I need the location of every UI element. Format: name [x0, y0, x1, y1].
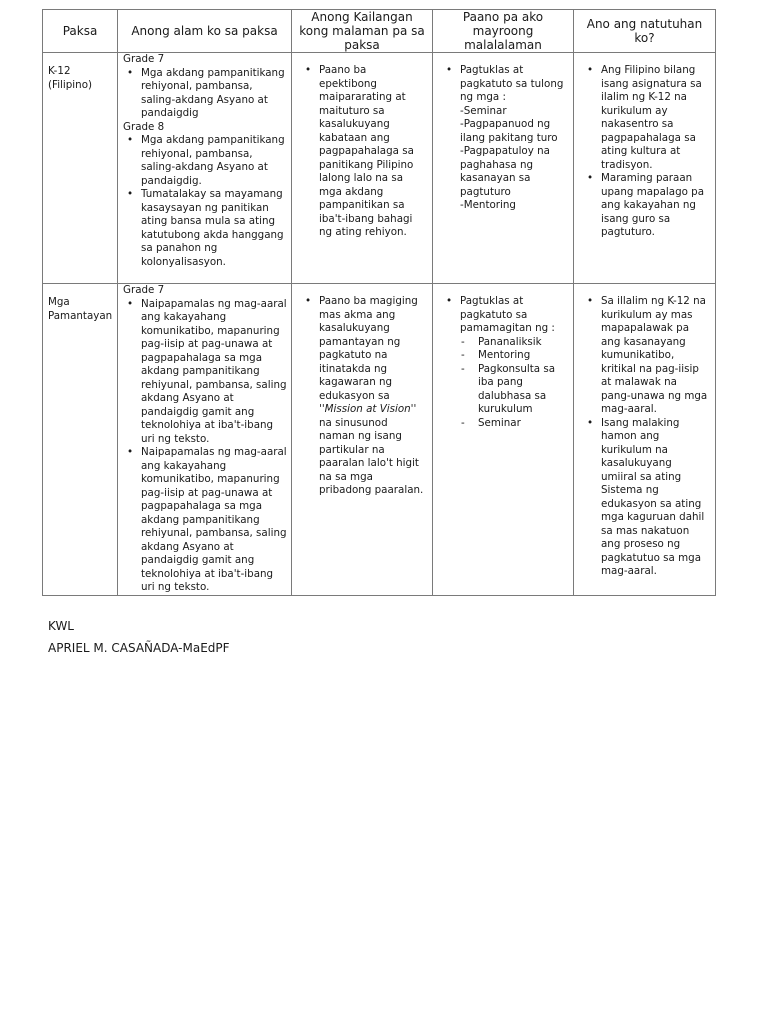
list-item: • Ang Filipino bilang isang asignatura sa ilalim ng K-12 na kurikulum ay nakasentro sa pagpapahalaga sa ating kultura at tradisyon.	[583, 64, 709, 172]
grade-label: Grade 7	[123, 53, 165, 65]
footer-label: KWL	[48, 619, 74, 633]
list-item: • Sa illalim ng K-12 na kurikulum ay mas mapapalawak pa ang kasanayang kumunikatibo, kritikal na pag-iisip at malawak na pang-unawa ng mga mag-aaral.	[583, 295, 709, 417]
header-alam: Anong alam ko sa paksa	[118, 10, 292, 53]
cell-paksa	[43, 53, 118, 284]
list-item: • Naipapamalas ng mag-aaral ang kakayahang komunikatibo, mapanuring pag-iisip at pag-unawa at pagpapahalaga sa mga akdang pampanitikang rehiyunal, pambansa, saling akdang Asyano at pandaigdig gamit ang teknolohiya at iba't-ibang uri ng teksto.	[123, 446, 287, 595]
list-item	[301, 295, 426, 498]
footer-author: APRIEL M. CASAÑADA-MaEdPF	[48, 641, 230, 655]
paano-line: -Pagpapatuloy na paghahasa ng kasanayan sa pagtuturo	[460, 145, 550, 198]
list-item: • Mga akdang pampanitikang rehiyonal, pambansa, saling-akdang Asyano at pandaigdig.	[123, 134, 287, 188]
kwl-table	[42, 9, 716, 596]
list-item: • Maraming paraan upang mapalago pa ang kakayahan ng isang guro sa pagtuturo.	[583, 172, 709, 240]
paano-line: -Mentoring	[460, 199, 516, 211]
header-paksa: Paksa	[43, 10, 118, 53]
cell-paano	[433, 53, 574, 284]
cell-natutuhan	[574, 284, 716, 596]
kailangan-text: Paano ba magiging mas akma ang kasalukuyang pamantayan ng pagkatuto na itinatakda ng kagawaran ng edukasyon sa	[319, 295, 418, 402]
list-item	[442, 64, 567, 213]
paksa-text: K-12 (Filipino)	[48, 65, 93, 91]
grade-label: Grade 8	[123, 120, 165, 133]
paksa-text: Mga Pamantayan	[48, 296, 113, 322]
dash-item: - Pagkonsulta sa iba pang dalubhasa sa kurukulum	[460, 363, 567, 417]
table-row	[43, 284, 716, 596]
paano-intro: • Pagtuklas at pagkatuto sa tulong ng mga :	[460, 64, 564, 103]
kailangan-text: na sinusunod naman ng isang partikular na paaralan lalo't higit na sa mga pribadong paaralan.	[319, 416, 424, 496]
list-item: • Isang malaking hamon ang kurikulum na kasalukuyang umiiral sa ating Sistema ng edukasyon sa ating mga kaguruan dahil sa mas nakatuon ang proseso ng pagkatutuo sa mga mag-aaral.	[583, 417, 709, 579]
list-item: • Tumatalakay sa mayamang kasaysayan ng panitikan ating bansa mula sa ating katutubong akda hanggang sa panahon ng kolonyalisasyon.	[123, 188, 287, 269]
cell-paksa	[43, 284, 118, 596]
header-natutuhan: Ano ang natutuhan ko?	[574, 10, 716, 53]
header-row	[43, 10, 716, 53]
cell-alam	[118, 53, 292, 284]
cell-kailangan	[292, 284, 433, 596]
cell-kailangan	[292, 53, 433, 284]
paano-intro: • Pagtuklas at pagkatuto sa pamamagitan ng :	[460, 295, 555, 334]
header-kailangan: Anong Kailangan kong malaman pa sa paksa	[292, 10, 433, 53]
dash-item: - Mentoring	[460, 349, 567, 363]
grade-label: Grade 7	[123, 284, 165, 296]
table-row	[43, 53, 716, 284]
cell-alam	[118, 284, 292, 596]
dash-item: - Seminar	[460, 417, 567, 431]
paano-line: -Seminar	[460, 104, 507, 117]
list-item: • Paano ba epektibong maipararating at maituturo sa kasalukuyang kabataan ang pagpapahalaga sa panitikang Pilipino lalong lalo na sa mga akdang pampanitikan sa iba't-ibang bahagi ng ating rehiyon.	[301, 64, 426, 240]
cell-natutuhan	[574, 53, 716, 284]
paano-line: -Pagpapanuod ng ilang pakitang turo	[460, 118, 558, 144]
header-paano: Paano pa ako mayroong malalalaman	[433, 10, 574, 53]
kailangan-italic: ''Mission at Vision''	[319, 403, 417, 415]
list-item	[442, 295, 567, 430]
cell-paano	[433, 284, 574, 596]
list-item: • Naipapamalas ng mag-aaral ang kakayahang komunikatibo, mapanuring pag-iisip at pag-unawa at pagpapahalaga sa mga akdang pampanitikang rehiyunal, pambansa, saling akdang Asyano at pandaigdig gamit ang teknolohiya at iba't-ibang uri ng teksto.	[123, 298, 287, 447]
dash-item: - Pananaliksik	[460, 336, 567, 350]
list-item: • Mga akdang pampanitikang rehiyonal, pambansa, saling-akdang Asyano at pandaigdig	[123, 67, 287, 121]
